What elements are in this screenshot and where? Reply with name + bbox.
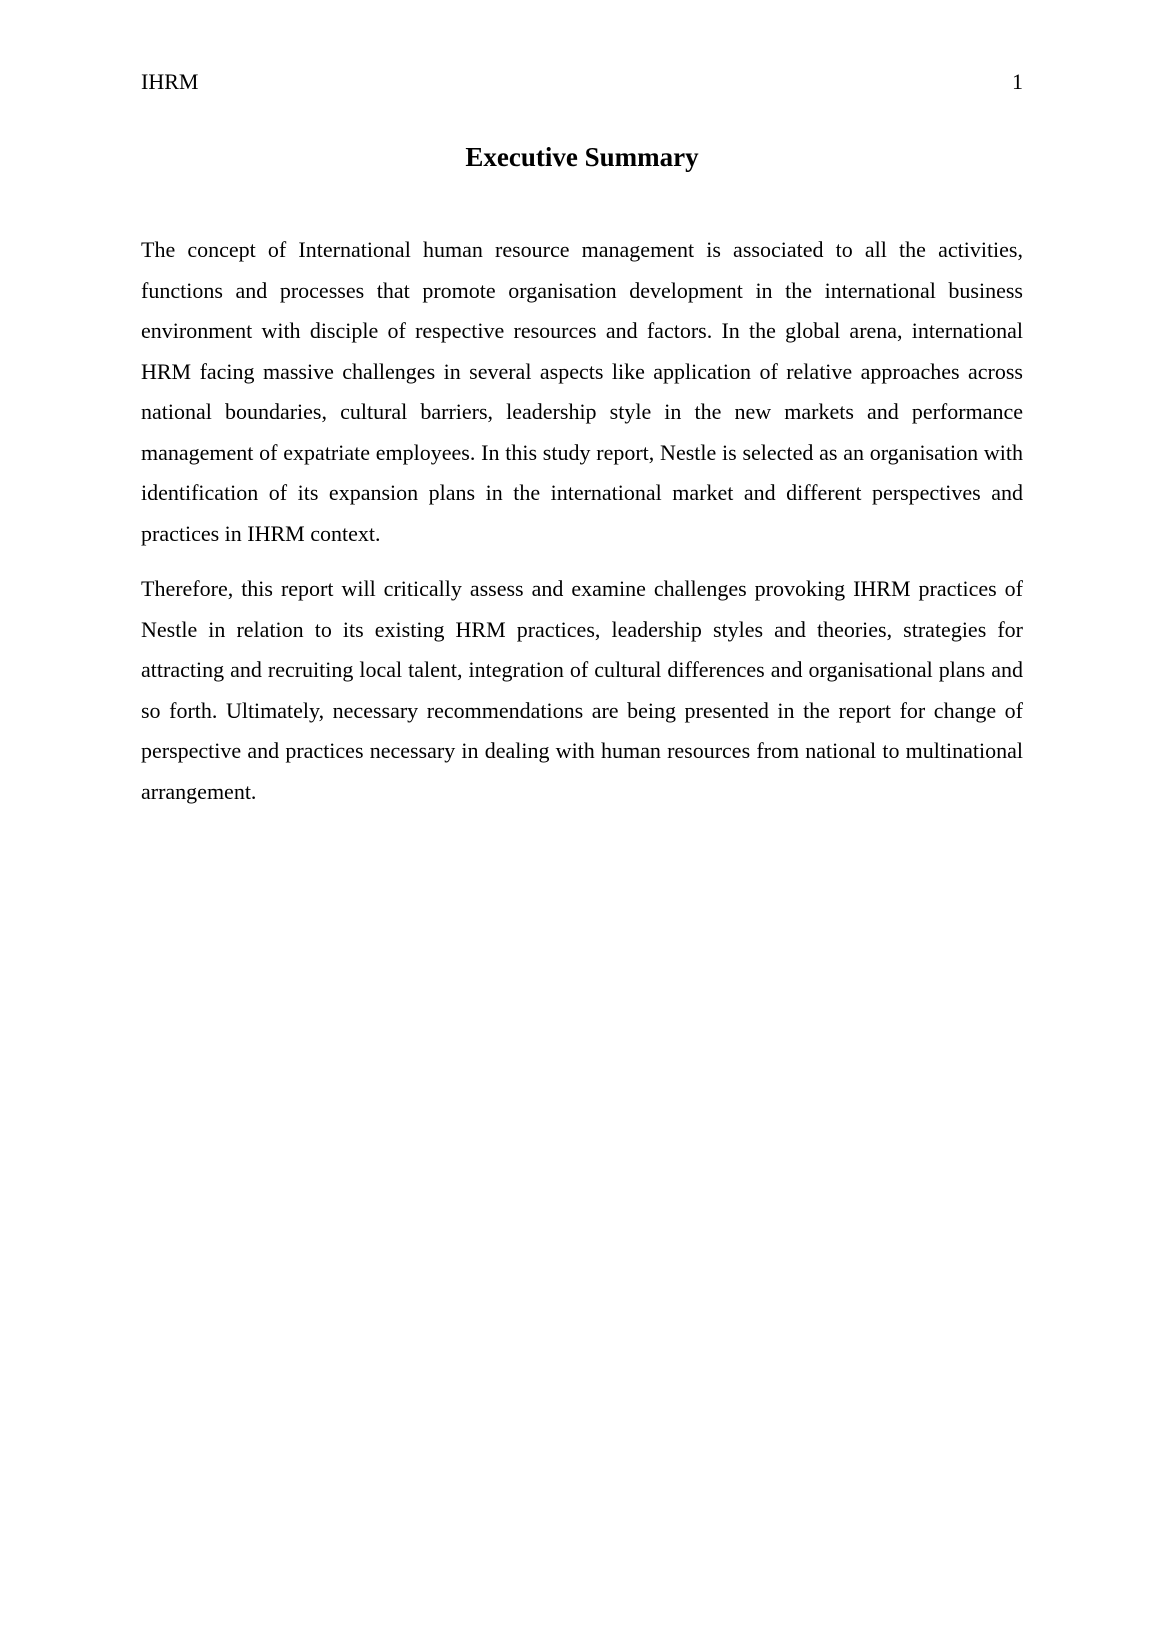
summary-paragraph-1: The concept of International human resource management is associated to all the activities, functions and processes that promote organisation development in the international business environment with disciple of respective resources and factors. In the global arena, international HRM facing massive challenges in several aspects like application of relative approaches across national boundaries, cultural barriers, leadership style in the new markets and performance management of expatriate employees. In this study report, Nestle is selected as an organisation with identification of its expansion plans in the international market and different perspectives and practices in IHRM context. <box>141 237 1023 546</box>
page-number: 1 <box>1012 69 1023 94</box>
summary-body <box>141 230 1023 827</box>
running-header-title: IHRM <box>141 69 199 94</box>
summary-paragraph-2: Therefore, this report will critically assess and examine challenges provoking IHRM practices of Nestle in relation to its existing HRM practices, leadership styles and theories, strategies for attracting and recruiting local talent, integration of cultural differences and organisational plans and so forth. Ultimately, necessary recommendations are being presented in the report for change of perspective and practices necessary in dealing with human resources from national to multinational arrangement. <box>141 576 1023 804</box>
section-title: Executive Summary <box>465 142 699 172</box>
